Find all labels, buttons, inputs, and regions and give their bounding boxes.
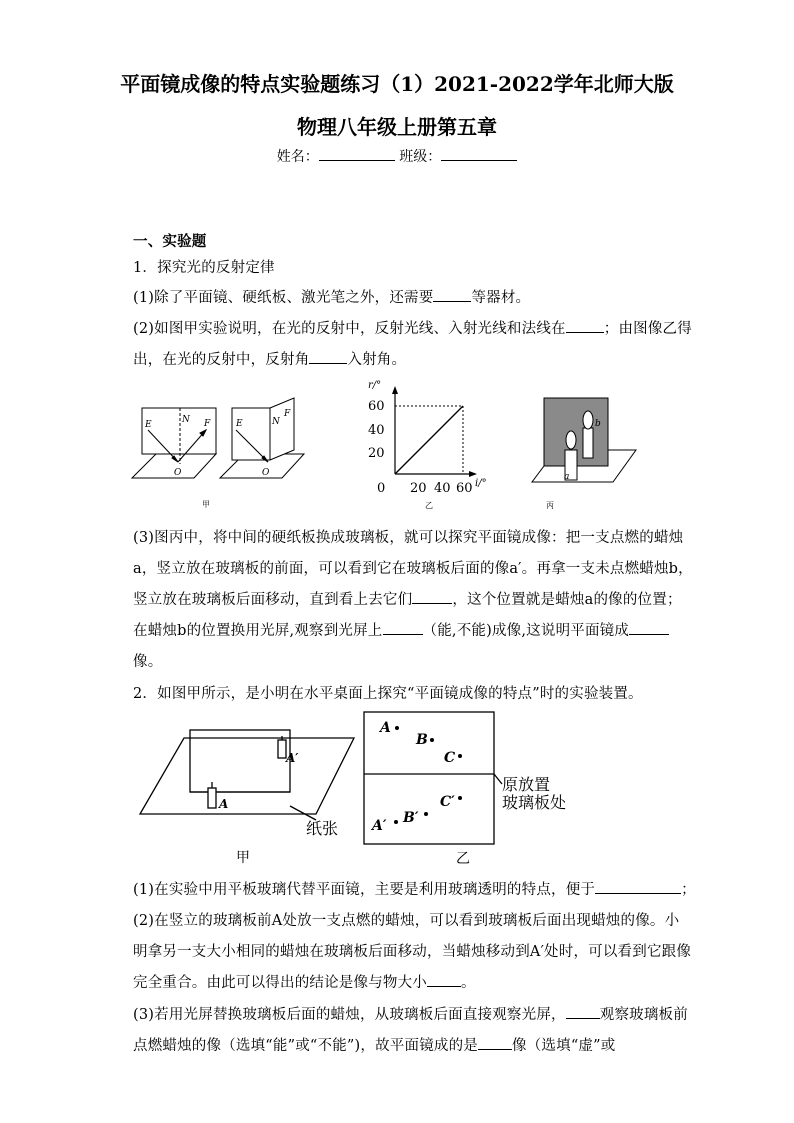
fig-jia-label-F: F [204, 419, 211, 429]
q1-figures [128, 378, 668, 514]
graph-xtick-20: 20 [410, 481, 427, 496]
label-Aprime: A′ [372, 818, 387, 834]
q2-p3-text-b2: 像（选填“虚”或 [512, 1038, 616, 1054]
fig-bing-caption: 丙 [546, 501, 554, 510]
glass-position-label-1: 原放置 [502, 775, 551, 794]
section-heading: 一、实验题 [133, 233, 207, 250]
glass-position-label-2: 玻璃板处 [502, 793, 567, 812]
name-label: 姓名： [276, 149, 319, 165]
q1-blank-4[interactable] [412, 589, 452, 604]
q1-p2-text-a: (2)如图甲实验说明，在光的反射中，反射光线、入射光线和法线在 [133, 321, 566, 337]
graph-yi [392, 386, 477, 477]
q2-p2-text-c2: 。 [461, 975, 476, 991]
fig-label-A-jia: A [219, 797, 229, 811]
fig-bing-label-b: b [595, 419, 601, 429]
graph-ytick-60: 60 [368, 399, 385, 414]
q1-p1-text-a: (1)除了平面镜、硬纸板、激光笔之外，还需要 [133, 290, 434, 306]
q1-p2-text-b: ；由图像乙得 [603, 321, 692, 337]
q2-intro: 2．如图甲所示，是小明在水平桌面上探究“平面镜成像的特点”时的实验装置。 [133, 686, 643, 702]
fig-jia2-label-N: N [272, 417, 280, 427]
q2-blank-2[interactable] [427, 972, 461, 987]
fig-bing-label-a: a [564, 472, 570, 482]
q1-part2-line2 [133, 348, 406, 369]
graph-ytick-20: 20 [368, 446, 385, 461]
q1-blank-6[interactable] [629, 620, 669, 635]
q1-blank-1[interactable] [433, 287, 471, 302]
q1-blank-5[interactable] [383, 620, 423, 635]
q2-part2-line2: 明拿另一支大小相同的蜡烛在玻璃板后面移动，当蜡烛移动到A′处时，可以看到它跟像 [133, 944, 692, 960]
point-Bprime [424, 812, 428, 816]
class-label: 班级： [399, 149, 442, 165]
label-A: A [380, 720, 391, 736]
q2-part3-line1 [133, 1003, 688, 1024]
q1-part3-line4 [133, 619, 669, 640]
fig-jia-label-O: O [174, 468, 182, 478]
q1-p3-text-c1: 竖立放在玻璃板后面移动，直到看上去它们 [133, 592, 413, 608]
candle-b [583, 428, 593, 458]
name-class-row [0, 146, 794, 166]
fig-jia2-label-F: F [284, 409, 291, 419]
point-Cprime [458, 796, 462, 800]
class-blank[interactable] [441, 146, 517, 161]
q1-p3-text-d2: （能,不能)成像,这说明平面镜成 [422, 623, 630, 639]
q1-part3-line2: a，竖立放在玻璃板的前面，可以看到它在玻璃板后面的像a′。再拿一支未点燃蜡烛b， [133, 561, 693, 577]
q2-part2-line3 [133, 971, 476, 992]
q1-blank-2[interactable] [566, 318, 604, 333]
graph-ylabel: r/° [368, 380, 382, 391]
name-blank[interactable] [319, 146, 395, 161]
q1-p2-text-c: 出，在光的反射中，反射角 [133, 352, 310, 368]
fig-jia-label-E: E [145, 420, 152, 430]
candle-a [208, 788, 216, 808]
q2-p1-text-b: ； [681, 882, 696, 898]
graph-xtick-0: 0 [377, 481, 386, 496]
page-title-line-1: 平面镜成像的特点实验题练习（1）2021-2022学年北师大版 [120, 72, 674, 96]
fig-jia-label-N: N [182, 415, 190, 425]
q2-p3-text-a1: (3)若用光屏替换玻璃板后面的蜡烛，从玻璃板后面直接观察光屏， [133, 1007, 566, 1023]
q1-intro: 1．探究光的反射定律 [133, 260, 275, 276]
page-title-line-2: 物理八年级上册第五章 [297, 115, 497, 139]
graph-data-line [395, 406, 463, 474]
fig-label-Aprime: A′ [286, 751, 299, 765]
point-C [458, 754, 462, 758]
figure-jia-board-folded [220, 398, 304, 478]
q2-p3-text-b1: 点燃蜡烛的像（选填“能”或“不能”)，故平面镜成的是 [133, 1038, 479, 1054]
q1-p1-text-b: 等器材。 [471, 290, 531, 306]
q2-part2-line1: (2)在竖立的玻璃板前A处放一支点燃的蜡烛，可以看到玻璃板后面出现蜡烛的像。小 [133, 913, 680, 929]
q1-part3-line5: 像。 [133, 654, 163, 670]
label-Cprime: C′ [440, 794, 455, 810]
q2-part1 [133, 878, 696, 899]
graph-xtick-60: 60 [456, 481, 473, 496]
fig-yi-caption: 乙 [425, 501, 433, 510]
q2-p3-text-a2: 观察玻璃板前 [599, 1007, 688, 1023]
q1-part3-line1: (3)图丙中，将中间的硬纸板换成玻璃板，就可以探究平面镜成像：把一支点燃的蜡烛 [133, 530, 684, 546]
q1-part3-line3 [133, 588, 682, 609]
candle-a-flame [566, 431, 576, 449]
q1-p3-text-d1: 在蜡烛b的位置换用光屏,观察到光屏上 [133, 623, 383, 639]
graph-xtick-40: 40 [434, 481, 451, 496]
q2-part3-line2 [133, 1034, 615, 1055]
q2-figures [140, 710, 567, 868]
graph-ytick-40: 40 [368, 423, 385, 438]
point-A [395, 726, 399, 730]
q2-p2-text-c1: 完全重合。由此可以得出的结论是像与物大小 [133, 975, 427, 991]
q2-p1-text-a: (1)在实验中用平板玻璃代替平面镜，主要是利用玻璃透明的特点，便于 [133, 882, 596, 898]
fig-jia-caption-q2: 甲 [236, 850, 250, 866]
q1-blank-3[interactable] [309, 349, 347, 364]
image-candle-a-prime [278, 740, 286, 758]
q2-blank-4[interactable] [478, 1035, 512, 1050]
q1-part2-line1 [133, 317, 692, 338]
q1-p2-text-d: 入射角。 [347, 352, 407, 368]
fig-jia2-label-O: O [262, 468, 270, 478]
figure-bing [532, 398, 636, 482]
q1-part1 [133, 286, 530, 307]
label-B: B [416, 732, 428, 748]
q2-blank-3[interactable] [566, 1004, 600, 1019]
candle-b-flame [583, 411, 593, 429]
figure-jia-setup [140, 730, 354, 820]
fig-jia2-label-E: E [236, 419, 243, 429]
q1-p3-text-c2: ，这个位置就是蜡烛a的像的位置； [452, 592, 682, 608]
paper-label: 纸张 [306, 819, 339, 838]
graph-xlabel: i/° [475, 478, 487, 489]
q2-blank-1[interactable] [595, 879, 681, 894]
fig-yi-caption-q2: 乙 [456, 851, 470, 867]
point-B [430, 738, 434, 742]
point-Aprime [394, 820, 398, 824]
fig-jia-caption: 甲 [202, 500, 210, 509]
label-C: C [444, 750, 456, 766]
label-Bprime: B′ [403, 810, 419, 826]
